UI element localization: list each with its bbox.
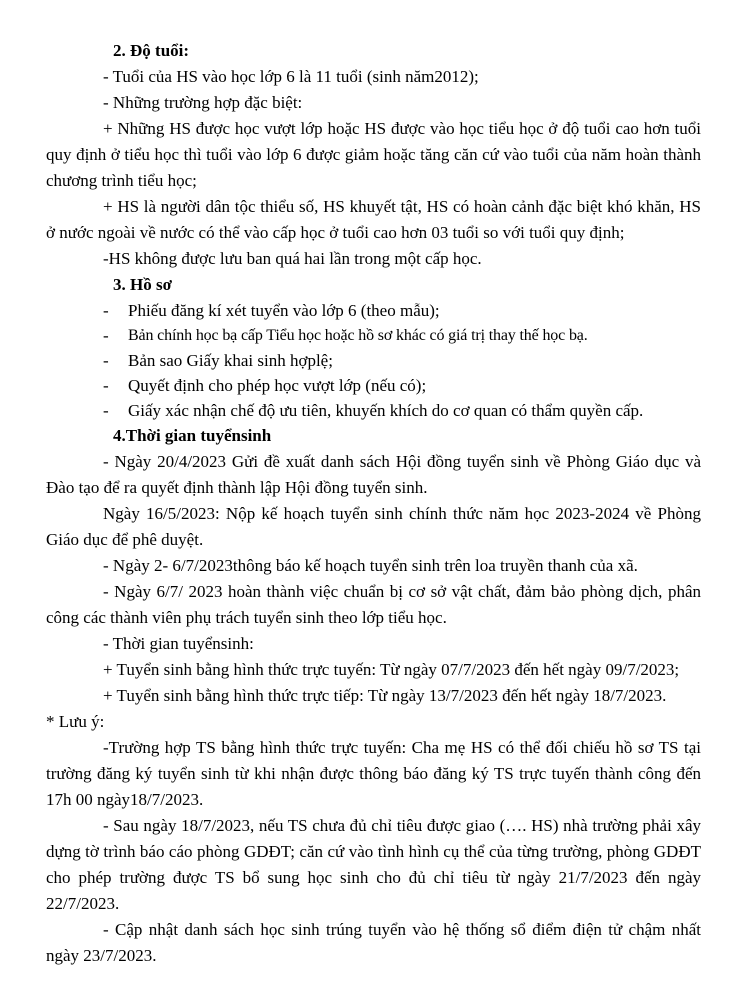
document-list (46, 298, 701, 423)
list-item (46, 298, 701, 323)
paragraph: - Ngày 20/4/2023 Gửi đề xuất danh sách Hội đồng tuyển sinh về Phòng Giáo dục và Đào tạo để ra quyết định thành lập Hội đồng tuyển sinh. (46, 452, 701, 497)
dash-marker: - (103, 351, 109, 370)
notes-heading: * Lưu ý: (46, 712, 105, 731)
list-item-text: Quyết định cho phép học vượt lớp (nếu có); (128, 376, 427, 395)
list-item (46, 323, 701, 348)
list-item-text: Giấy xác nhận chế độ ưu tiên, khuyến khích do cơ quan có thẩm quyền cấp. (128, 401, 644, 420)
paragraph: - Ngày 6/7/ 2023 hoàn thành việc chuẩn bị cơ sở vật chất, đảm bảo phòng dịch, phân công các thành viên phụ trách tuyển sinh theo lớp tiểu học. (46, 582, 701, 627)
paragraph: - Thời gian tuyểnsinh: (103, 634, 254, 653)
section-heading-do-tuoi: 2. Độ tuổi: (113, 41, 190, 60)
paragraph: - Sau ngày 18/7/2023, nếu TS chưa đủ chỉ tiêu được giao (…. HS) nhà trường phải xây dựng tờ trình báo cáo phòng GDĐT; căn cứ vào tình hình cụ thể của từng trường, phòng GDĐT cho phép trường được TS bổ sung học sinh cho đủ chỉ tiêu từ ngày 21/7/2023 đến ngày 22/7/2023. (46, 816, 701, 913)
list-item (46, 398, 701, 423)
list-item (46, 373, 701, 398)
section-heading-ho-so: 3. Hồ sơ (113, 275, 173, 294)
paragraph: - Tuổi của HS vào học lớp 6 là 11 tuổi (sinh năm2012); (103, 67, 479, 86)
paragraph: -HS không được lưu ban quá hai lần trong một cấp học. (103, 249, 482, 268)
list-item-text: Bản chính học bạ cấp Tiểu học hoặc hồ sơ khác có giá trị thay thế học bạ. (128, 327, 588, 344)
section-heading-thoi-gian: 4.Thời gian tuyểnsinh (113, 426, 272, 445)
list-item-text: Bản sao Giấy khai sinh hợplệ; (128, 351, 333, 370)
paragraph: + Tuyển sinh bằng hình thức trực tiếp: Từ ngày 13/7/2023 đến hết ngày 18/7/2023. (103, 686, 667, 705)
list-item (46, 348, 701, 373)
dash-marker: - (103, 301, 109, 320)
paragraph: - Ngày 2- 6/7/2023thông báo kế hoạch tuyển sinh trên loa truyền thanh của xã. (103, 556, 638, 575)
paragraph: + HS là người dân tộc thiểu số, HS khuyết tật, HS có hoàn cảnh đặc biệt khó khăn, HS ở nước ngoài về nước có thể vào cấp học ở tuổi cao hơn 03 tuổi so với tuổi quy định; (46, 197, 701, 242)
paragraph: - Những trường hợp đặc biệt: (103, 93, 303, 112)
dash-marker: - (103, 376, 109, 395)
paragraph: - Cập nhật danh sách học sinh trúng tuyển vào hệ thống sổ điểm điện tử chậm nhất ngày 23/7/2023. (46, 920, 701, 965)
list-item-text: Phiếu đăng kí xét tuyển vào lớp 6 (theo mẫu); (128, 301, 440, 320)
paragraph: + Những HS được học vượt lớp hoặc HS được vào học tiểu học ở độ tuổi cao hơn tuổi quy định ở tiểu học thì tuổi vào lớp 6 được giảm hoặc tăng căn cứ vào tuổi của năm hoàn thành chương trình tiểu học; (46, 119, 701, 190)
dash-marker: - (103, 326, 109, 345)
dash-marker: - (103, 401, 109, 420)
paragraph: + Tuyển sinh bằng hình thức trực tuyến: Từ ngày 07/7/2023 đến hết ngày 09/7/2023; (103, 660, 680, 679)
paragraph: -Trường hợp TS bằng hình thức trực tuyến: Cha mẹ HS có thể đối chiếu hồ sơ TS tại trường đăng ký tuyển sinh từ khi nhận được thông báo đăng ký TS trực tuyến thành công đến 17h 00 ngày18/7/2023. (46, 738, 701, 809)
paragraph: Ngày 16/5/2023: Nộp kế hoạch tuyển sinh chính thức năm học 2023-2024 về Phòng Giáo dục để phê duyệt. (46, 504, 701, 549)
